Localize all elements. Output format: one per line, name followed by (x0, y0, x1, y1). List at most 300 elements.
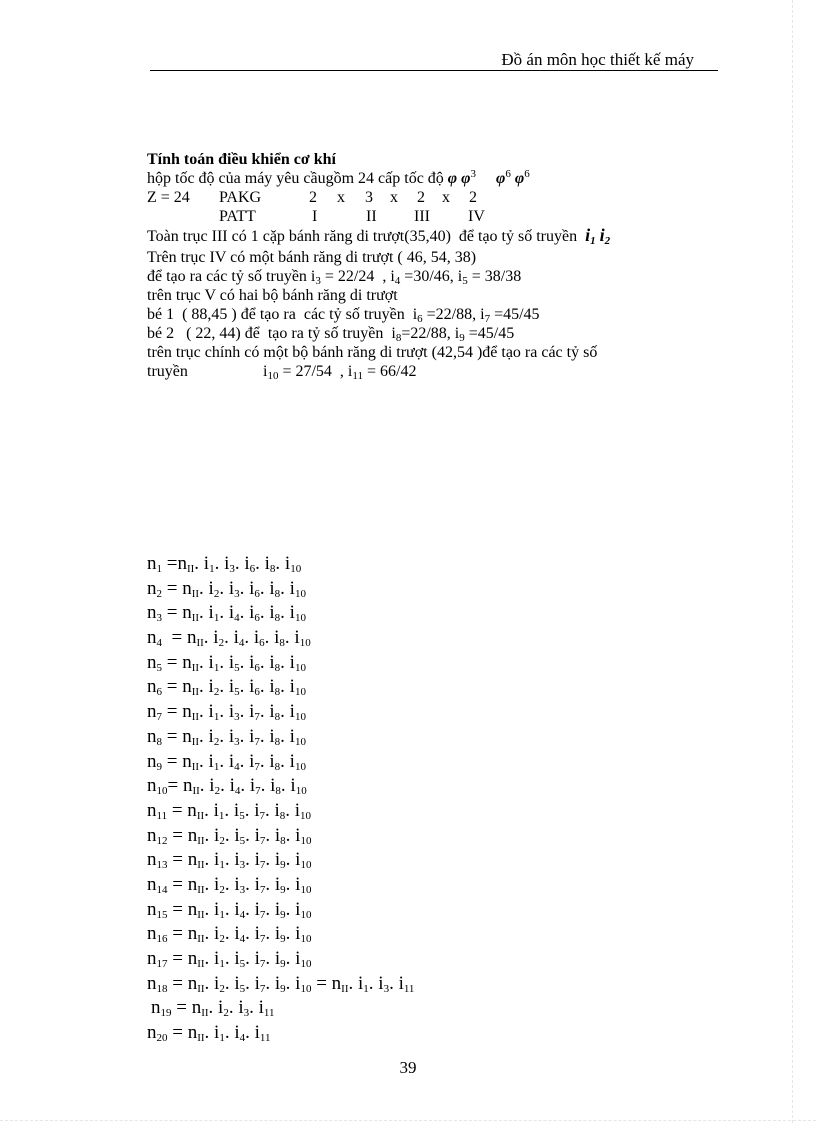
subscript: 6 (156, 686, 162, 699)
ratio-term: . i (259, 651, 275, 673)
ratio-value: =22/88, i (401, 325, 460, 342)
formula-line (147, 824, 414, 849)
ratio-term: . i (245, 948, 260, 969)
ratio-term: . i (280, 676, 295, 698)
phi-symbol: φ (447, 170, 458, 187)
ratio-term: . i (259, 577, 275, 599)
ratio-term: . i (264, 627, 280, 649)
equals: = n (162, 577, 192, 599)
speed-symbol: n (147, 799, 157, 821)
speed-symbol: n (151, 997, 161, 1019)
ratio-term: . i (199, 775, 215, 797)
subscript: 2 (223, 1007, 229, 1020)
shaft-label: I (312, 208, 318, 225)
main-shaft-line: trên trục chính có một bộ bánh răng di trượt (42,54 )để tạo ra các tỷ số (147, 344, 598, 361)
ratio-term: . i (239, 602, 255, 624)
equals: = n (167, 799, 197, 821)
ratio-term: . i (348, 972, 364, 994)
subscript: 11 (263, 1007, 275, 1020)
formula-line (147, 972, 414, 997)
subscript: 10 (300, 908, 312, 921)
speed-symbol: n (147, 725, 157, 747)
subscript: II (197, 958, 205, 970)
subscript: 2 (219, 883, 225, 896)
subscript: 10 (300, 958, 312, 970)
subscript: 3 (156, 612, 162, 625)
page-number: 39 (399, 1058, 417, 1077)
ratio-term: . i (284, 627, 300, 649)
subscript: 1 (590, 235, 596, 247)
equals: = n (162, 750, 192, 772)
formula-line (147, 675, 414, 700)
factor: 2 (469, 189, 477, 206)
ratio-term: . i (224, 849, 240, 871)
subscript: 6 (254, 587, 260, 600)
equals: = n (167, 849, 198, 871)
subscript: 7 (259, 859, 266, 872)
subscript: 5 (234, 686, 240, 699)
ratio-term: . i (224, 898, 240, 920)
subscript: 2 (604, 235, 611, 247)
ratio-term: . i (265, 972, 281, 994)
speed-symbol: n (147, 948, 157, 969)
subscript: 8 (274, 661, 281, 674)
subscript: 1 (219, 859, 225, 872)
subscript: 8 (274, 612, 281, 625)
subscript: 2 (219, 834, 225, 847)
ratio-term: . i (259, 725, 275, 747)
ratio-term: . i (245, 898, 260, 920)
ratio-term: . i (224, 948, 240, 969)
ratio-term: . i (265, 849, 281, 871)
ratio-term: . i (285, 824, 301, 846)
subscript: 2 (156, 587, 162, 600)
subscript: II (197, 982, 205, 995)
subscript: 1 (213, 760, 220, 773)
ratio-symbol: i (585, 225, 591, 245)
ratio-term: . i (280, 775, 296, 797)
subscript: 6 (417, 313, 423, 325)
formula-line (147, 1021, 414, 1046)
subscript: 1 (213, 661, 220, 674)
patt-label: PATT (219, 208, 256, 225)
subscript: 1 (213, 711, 220, 724)
ratio-term: . i (204, 948, 220, 969)
subscript: II (191, 612, 200, 625)
subscript: II (191, 661, 200, 674)
ratio-value: = 66/42 (362, 363, 417, 380)
ratio-term: . i (275, 553, 291, 574)
subscript: 11 (259, 1032, 271, 1045)
subscript: II (201, 1007, 209, 1020)
subscript: 10 (300, 933, 312, 946)
ratio-term: . i (368, 972, 384, 994)
subscript: 9 (280, 908, 286, 921)
subscript: 2 (213, 735, 220, 748)
ratio-term: . i (280, 701, 295, 723)
formula-line (147, 750, 414, 775)
formula-line (147, 651, 414, 676)
factor: 2 (417, 189, 425, 206)
ratio-term: . i (285, 923, 301, 945)
subscript: 8 (279, 809, 286, 822)
subscript: 1 (219, 908, 225, 921)
factor: x (390, 189, 398, 206)
subscript: 8 (274, 735, 281, 748)
subscript: II (191, 735, 200, 748)
formula-line (147, 552, 414, 577)
ratio-term: . i (245, 923, 260, 945)
ratio-term: . i (199, 701, 214, 723)
ratio-term: . i (239, 676, 255, 698)
subscript: 18 (156, 982, 168, 995)
ratio-term: . i (199, 676, 214, 698)
exponent: 3 (470, 168, 477, 180)
ratio-term: . i (224, 923, 240, 945)
subscript: 8 (275, 785, 281, 798)
ratio-term: . i (219, 602, 235, 624)
main2-ratios (263, 362, 416, 381)
main-shaft-line-2 (147, 362, 727, 381)
pakg-label: PAKG (219, 189, 262, 206)
subscript: 7 (259, 982, 266, 995)
ratio-term: . i (224, 627, 239, 649)
subscript: 3 (239, 859, 246, 872)
speed-symbol: n (147, 898, 157, 920)
equals: = n (167, 898, 198, 920)
equals: = n (167, 824, 198, 846)
ratio-term: . i (219, 577, 235, 599)
subscript: 1 (213, 612, 220, 625)
speed-symbol: n (147, 627, 157, 649)
subscript: 10 (300, 859, 312, 872)
speed-symbol: n (147, 676, 157, 698)
subscript: 7 (259, 809, 265, 822)
phi-symbol: φ (496, 170, 506, 187)
subscript: 3 (229, 563, 235, 575)
ratio-term: . i (240, 775, 256, 797)
ratio-term: . i (219, 651, 235, 673)
equals: =n (162, 553, 187, 574)
subscript: 5 (239, 834, 246, 847)
subscript: 6 (254, 612, 260, 625)
patt-line (147, 207, 727, 226)
subscript: 5 (234, 661, 240, 674)
be2-line (147, 324, 727, 343)
ratio-term: . i (239, 651, 255, 673)
speed-symbol: n (147, 824, 157, 846)
subscript: 4 (238, 637, 245, 650)
speed-symbol: n (147, 873, 157, 895)
subscript: 11 (352, 370, 363, 382)
ratio-term: . i (199, 577, 214, 599)
equals: = n (167, 1022, 198, 1044)
ratio-term: . i (255, 553, 270, 574)
formula-line (147, 996, 414, 1021)
subscript: 8 (274, 587, 281, 600)
subscript: II (191, 760, 200, 773)
subscript: 1 (156, 563, 162, 575)
ratio-term: . i (389, 972, 404, 994)
ratio-term: . i (220, 775, 235, 797)
subscript: 4 (239, 908, 246, 921)
ratio-term: . i (264, 799, 280, 821)
subscript: 3 (234, 711, 240, 724)
ratio-term: . i (239, 725, 255, 747)
ratio-term: . i (204, 923, 220, 945)
subscript: 10 (300, 982, 312, 995)
ratios-line (147, 267, 727, 286)
ratio-symbol: i (599, 225, 605, 245)
subscript: II (196, 637, 204, 650)
section-heading: Tính toán điều khiển cơ khí (147, 151, 336, 168)
subscript: II (197, 933, 205, 946)
subscript: II (186, 563, 195, 575)
speed-symbol: n (147, 775, 157, 797)
be1-text: bé 1 ( 88,45 ) để tạo ra các tỷ số truyền i (147, 306, 418, 323)
subscript: 4 (234, 612, 240, 625)
subscript: 6 (259, 637, 265, 650)
speed-symbol: n (147, 972, 157, 994)
subscript: 12 (156, 834, 168, 847)
factor: 3 (365, 189, 373, 206)
ratio-value: =22/88, i (422, 306, 485, 323)
subscript: 8 (280, 834, 286, 847)
subscript: 10 (300, 834, 312, 847)
ratio-term: . i (245, 824, 260, 846)
subscript: 8 (269, 563, 276, 575)
shaft5-line: trên trục V có hai bộ bánh răng di trượt (147, 287, 398, 304)
ratio-term: . i (214, 553, 230, 574)
equals: = n (162, 676, 192, 698)
subscript: 5 (239, 958, 246, 970)
subscript: 8 (274, 760, 281, 773)
subscript: II (197, 908, 205, 921)
formula-line (147, 898, 414, 923)
ratio-term: . i (224, 1022, 240, 1044)
subscript: 7 (259, 883, 266, 896)
subscript: 2 (214, 785, 221, 798)
content (147, 150, 727, 381)
ratio-term: . i (203, 627, 219, 649)
phi-symbol: φ (514, 170, 525, 187)
shaft3-line (147, 226, 727, 245)
subscript: 10 (290, 563, 302, 575)
header-title: Đồ án môn học thiết kế máy (501, 50, 694, 69)
subscript: 2 (213, 587, 220, 600)
ratio-term: . i (259, 750, 275, 772)
speed-symbol: n (147, 750, 157, 772)
factor: 2 (309, 189, 317, 206)
ratio-term: . i (285, 972, 301, 994)
subscript: II (197, 834, 205, 847)
ratio-term: . i (204, 849, 220, 871)
subscript: 2 (213, 686, 220, 699)
subscript: 10 (300, 883, 312, 896)
subscript: 2 (218, 637, 225, 650)
ratio-term: . i (244, 799, 260, 821)
subscript: 1 (219, 958, 225, 970)
subscript: 10 (294, 711, 306, 724)
subscript: 5 (156, 661, 162, 674)
subscript: 7 (259, 958, 266, 970)
formula-line (147, 873, 414, 898)
ratio-term: . i (265, 898, 281, 920)
ratio-term: . i (204, 824, 220, 846)
ratio-term: . i (194, 553, 210, 574)
speed-symbol: n (147, 923, 157, 945)
subscript: 6 (254, 686, 260, 699)
subscript: 10 (294, 686, 306, 699)
page-header (150, 50, 718, 71)
speed-symbol: n (147, 602, 157, 624)
intro-line (147, 169, 727, 188)
equals: = n (311, 972, 342, 994)
ratio-term: . i (208, 997, 224, 1019)
exponent: 6 (524, 168, 530, 180)
shaft-label: III (414, 208, 430, 225)
subscript: 2 (219, 933, 225, 946)
ratio-term: . i (245, 873, 260, 895)
ratio-term: . i (265, 948, 281, 969)
subscript: 8 (156, 735, 162, 748)
speed-symbol: n (147, 651, 157, 673)
formula-line (147, 626, 414, 651)
equals: = n (167, 972, 198, 994)
subscript: 7 (484, 313, 491, 325)
subscript: II (197, 1032, 205, 1045)
ratio-term: . i (204, 873, 220, 895)
subscript: 3 (315, 275, 321, 287)
formula-line (147, 725, 414, 750)
subscript: 7 (259, 908, 266, 921)
subscript: 15 (156, 908, 168, 921)
subscript: II (197, 859, 205, 872)
subscript: 10 (294, 612, 306, 625)
ratio-value: = 27/54 , i (278, 363, 353, 380)
ratio-term: . i (259, 701, 275, 723)
subscript: 9 (280, 883, 286, 896)
subscript: 13 (156, 859, 168, 872)
subscript: 11 (403, 982, 415, 995)
subscript: 7 (254, 735, 260, 748)
ratio-term: . i (280, 602, 295, 624)
subscript: 3 (234, 735, 240, 748)
be2-text: bé 2 ( 22, 44) để tạo ra tỷ số truyền i (147, 325, 396, 342)
ratio-term: . i (219, 701, 235, 723)
subscript: 10 (300, 809, 312, 822)
subscript: 10 (295, 785, 307, 798)
ratio-term: . i (280, 651, 295, 673)
exponent: 6 (505, 168, 511, 180)
formula-line (147, 848, 414, 873)
be1-line (147, 305, 727, 324)
subscript: II (192, 785, 200, 798)
ratio-term: . i (285, 799, 301, 821)
subscript: 14 (156, 883, 168, 896)
formula-line (147, 601, 414, 626)
subscript: 6 (249, 563, 256, 575)
subscript: 4 (394, 275, 401, 287)
subscript: 8 (274, 711, 281, 724)
subscript: 1 (218, 809, 225, 822)
shaft4-line: Trên trục IV có một bánh răng di trượt ( 46, 54, 38) (147, 249, 477, 266)
ratio-value: =30/46, i (400, 268, 463, 285)
subscript: 9 (280, 859, 286, 872)
ratio-term: . i (219, 750, 235, 772)
equals: = n (171, 997, 202, 1019)
ratio-term: . i (204, 972, 220, 994)
ratio-term: . i (224, 799, 240, 821)
ratio-term: . i (228, 997, 244, 1019)
ratio-term: . i (285, 873, 301, 895)
ratio-value: = 22/24 , i (320, 268, 395, 285)
subscript: 10 (294, 661, 306, 674)
subscript: 5 (462, 275, 468, 287)
equals: = n (162, 651, 192, 673)
ratio-symbol: i (263, 363, 268, 380)
equals: = n (167, 775, 193, 797)
factor: x (442, 189, 450, 206)
subscript: 10 (294, 587, 306, 600)
ratio-term: . i (260, 775, 276, 797)
formula-line (147, 577, 414, 602)
z-value: Z = 24 (147, 189, 190, 206)
subscript: II (191, 587, 200, 600)
phi-symbol: φ (461, 170, 471, 187)
ratio-term: . i (285, 898, 301, 920)
subscript: 10 (267, 370, 279, 382)
shaft-label: II (366, 208, 377, 225)
ratio-term: . i (245, 972, 260, 994)
subscript: 4 (239, 1032, 246, 1045)
subscript: 6 (254, 661, 260, 674)
ratio-term: . i (245, 1022, 260, 1044)
equals: = n (167, 948, 198, 969)
ratio-term: . i (224, 824, 240, 846)
subscript: 1 (209, 563, 215, 575)
ratio-term: . i (239, 577, 255, 599)
factor: x (337, 189, 345, 206)
main2-text: truyền (147, 363, 188, 380)
subscript: 3 (243, 1007, 250, 1020)
ratio-term: . i (224, 873, 240, 895)
equals: = n (162, 725, 192, 747)
ratio-term: . i (259, 602, 275, 624)
page-edge-bottom (0, 1120, 816, 1121)
subscript: II (197, 883, 205, 896)
subscript: II (341, 982, 349, 995)
subscript: 10 (294, 735, 306, 748)
subscript: 8 (274, 686, 281, 699)
equals: = n (167, 873, 198, 895)
ratio-term: . i (265, 923, 281, 945)
subscript: II (191, 686, 200, 699)
subscript: 7 (255, 785, 261, 798)
formula-line (147, 947, 414, 972)
ratio-value: = 38/38 (467, 268, 522, 285)
formula-line (147, 774, 414, 799)
subscript: 4 (234, 785, 241, 798)
shaft3-text: Toàn trục III có 1 cặp bánh răng di trượt(35,40) để tạo tỷ số truyền (147, 228, 578, 245)
ratio-term: . i (199, 725, 214, 747)
speed-symbol: n (147, 577, 157, 599)
ratio-term: . i (249, 997, 264, 1019)
ratio-term: . i (244, 627, 260, 649)
ratio-term: . i (245, 849, 260, 871)
equals: = n (162, 602, 192, 624)
ratio-term: . i (199, 602, 214, 624)
